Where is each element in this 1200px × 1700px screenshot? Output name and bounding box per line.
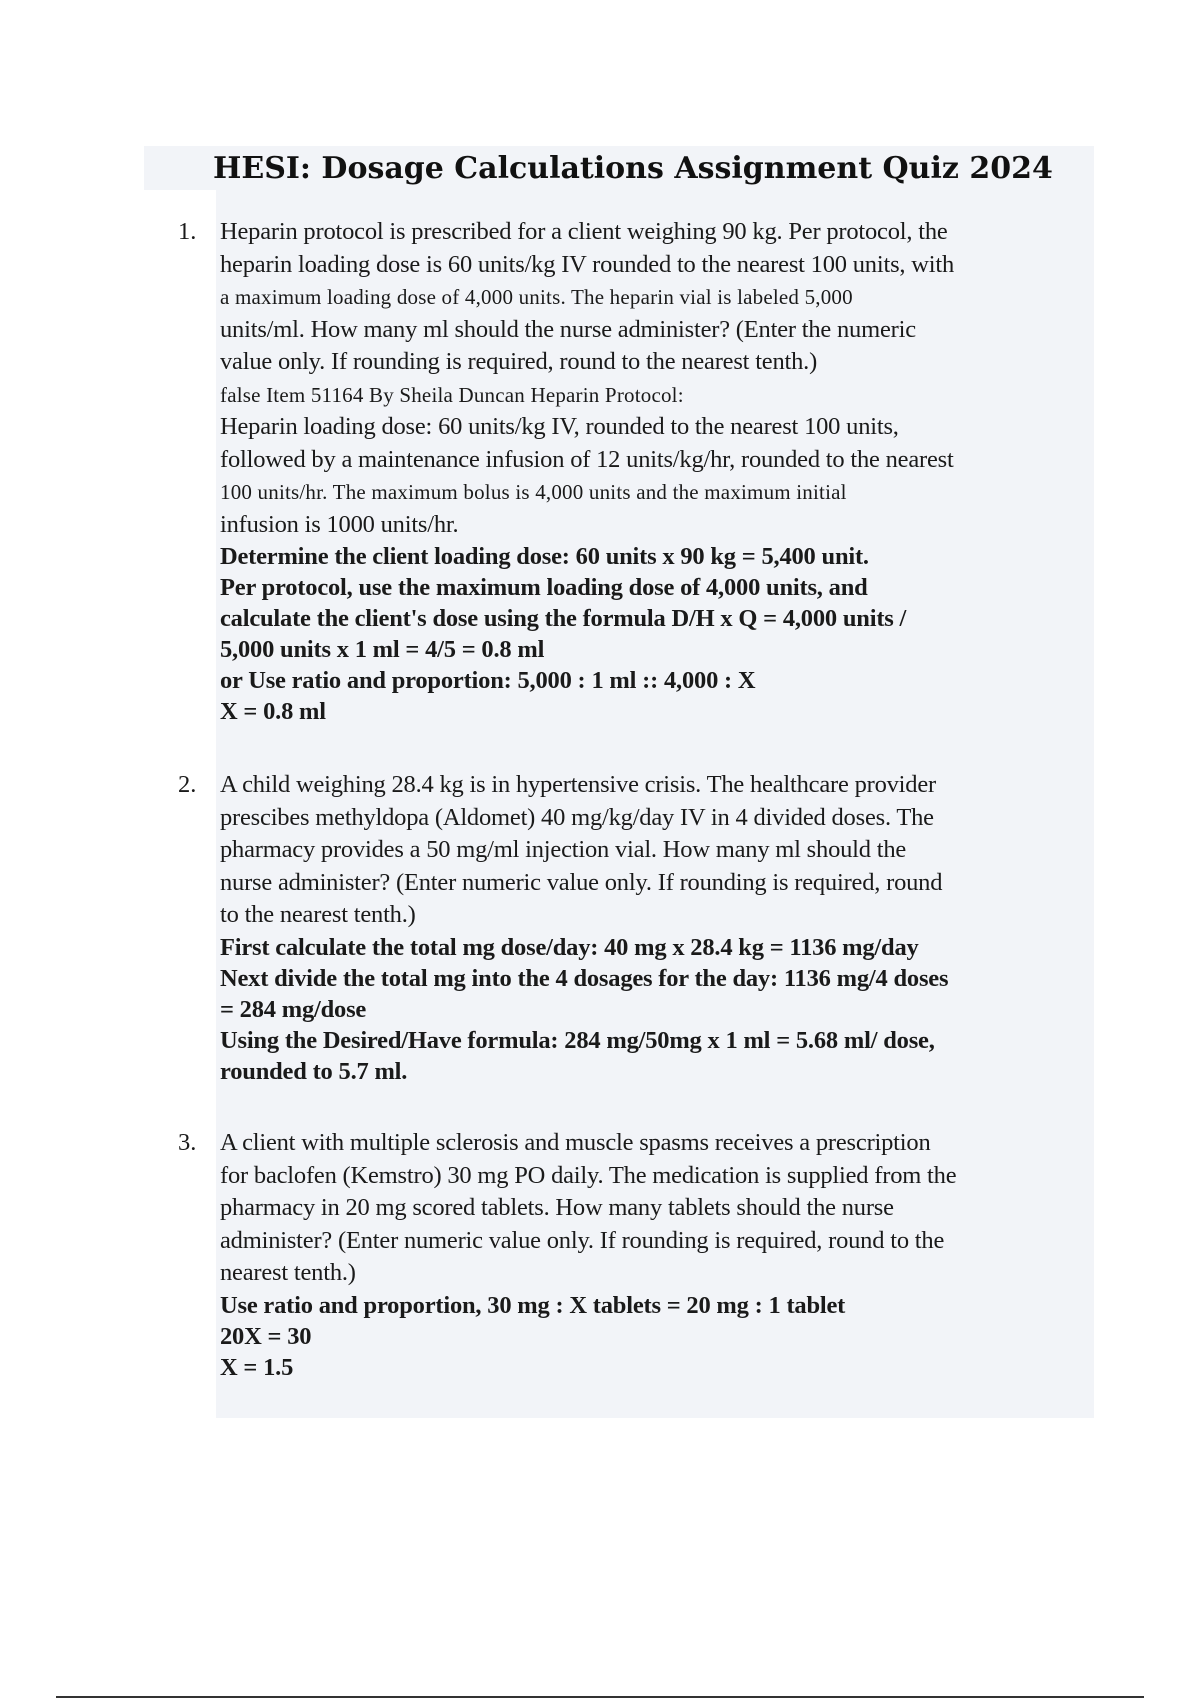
question-text-line: false Item 51164 By Sheila Duncan Heparin Protocol:: [220, 382, 684, 407]
answer-line: First calculate the total mg dose/day: 40 mg x 28.4 kg = 1136 mg/day: [220, 933, 919, 961]
answer-line: Next divide the total mg into the 4 dosages for the day: 1136 mg/4 doses: [220, 964, 949, 992]
question-text-line: pharmacy in 20 mg scored tablets. How many tablets should the nurse: [220, 1194, 894, 1221]
question-body: [220, 1127, 1100, 1383]
question-body: [220, 216, 1100, 727]
question-text-line: followed by a maintenance infusion of 12 units/kg/hr, rounded to the nearest: [220, 445, 954, 473]
question-body: [220, 769, 1100, 1087]
question-text-line: infusion is 1000 units/hr.: [220, 510, 459, 538]
answer-line: = 284 mg/dose: [220, 995, 367, 1023]
question-text-line: nurse administer? (Enter numeric value only. If rounding is required, round: [220, 868, 943, 896]
footer-divider: [56, 1696, 1144, 1698]
answer-line: rounded to 5.7 ml.: [220, 1057, 408, 1085]
answer-line: X = 0.8 ml: [220, 698, 326, 725]
question-text-line: a maximum loading dose of 4,000 units. The heparin vial is labeled 5,000: [220, 285, 853, 309]
question-number: 3.: [178, 1129, 197, 1156]
answer-line: Determine the client loading dose: 60 units x 90 kg = 5,400 unit.: [220, 543, 869, 570]
answer-line: 20X = 30: [220, 1322, 312, 1350]
answer-line: or Use ratio and proportion: 5,000 : 1 ml :: 4,000 : X: [220, 667, 756, 694]
answer-line: calculate the client's dose using the formula D/H x Q = 4,000 units /: [220, 605, 907, 632]
question-text-line: A client with multiple sclerosis and muscle spasms receives a prescription: [220, 1129, 931, 1156]
question-text-line: Heparin loading dose: 60 units/kg IV, rounded to the nearest 100 units,: [220, 413, 899, 440]
question-text-line: nearest tenth.): [220, 1259, 356, 1286]
question-text-line: prescibes methyldopa (Aldomet) 40 mg/kg/day IV in 4 divided doses. The: [220, 803, 934, 831]
answer-line: X = 1.5: [220, 1353, 294, 1381]
question-text-line: 100 units/hr. The maximum bolus is 4,000 units and the maximum initial: [220, 480, 847, 504]
document-title: HESI: Dosage Calculations Assignment Quiz 2024: [213, 151, 1053, 186]
question-text-line: pharmacy provides a 50 mg/ml injection vial. How many ml should the: [220, 836, 907, 863]
answer-line: Per protocol, use the maximum loading dose of 4,000 units, and: [220, 574, 868, 601]
answer-line: Use ratio and proportion, 30 mg : X tablets = 20 mg : 1 tablet: [220, 1291, 846, 1319]
answer-line: 5,000 units x 1 ml = 4/5 = 0.8 ml: [220, 636, 545, 663]
question-text-line: Heparin protocol is prescribed for a client weighing 90 kg. Per protocol, the: [220, 218, 948, 245]
question-number: 2.: [178, 771, 197, 798]
answer-line: Using the Desired/Have formula: 284 mg/50mg x 1 ml = 5.68 ml/ dose,: [220, 1026, 935, 1054]
question-text-line: heparin loading dose is 60 units/kg IV rounded to the nearest 100 units, with: [220, 250, 955, 278]
question-text-line: value only. If rounding is required, round to the nearest tenth.): [220, 348, 818, 375]
question-text-line: administer? (Enter numeric value only. If rounding is required, round to the: [220, 1226, 945, 1254]
question-text-line: units/ml. How many ml should the nurse administer? (Enter the numeric: [220, 315, 916, 343]
question-text-line: for baclofen (Kemstro) 30 mg PO daily. The medication is supplied from the: [220, 1161, 957, 1189]
question-text-line: to the nearest tenth.): [220, 901, 416, 928]
question-text-line: A child weighing 28.4 kg is in hypertensive crisis. The healthcare provider: [220, 771, 936, 798]
question-number: 1.: [178, 218, 197, 245]
